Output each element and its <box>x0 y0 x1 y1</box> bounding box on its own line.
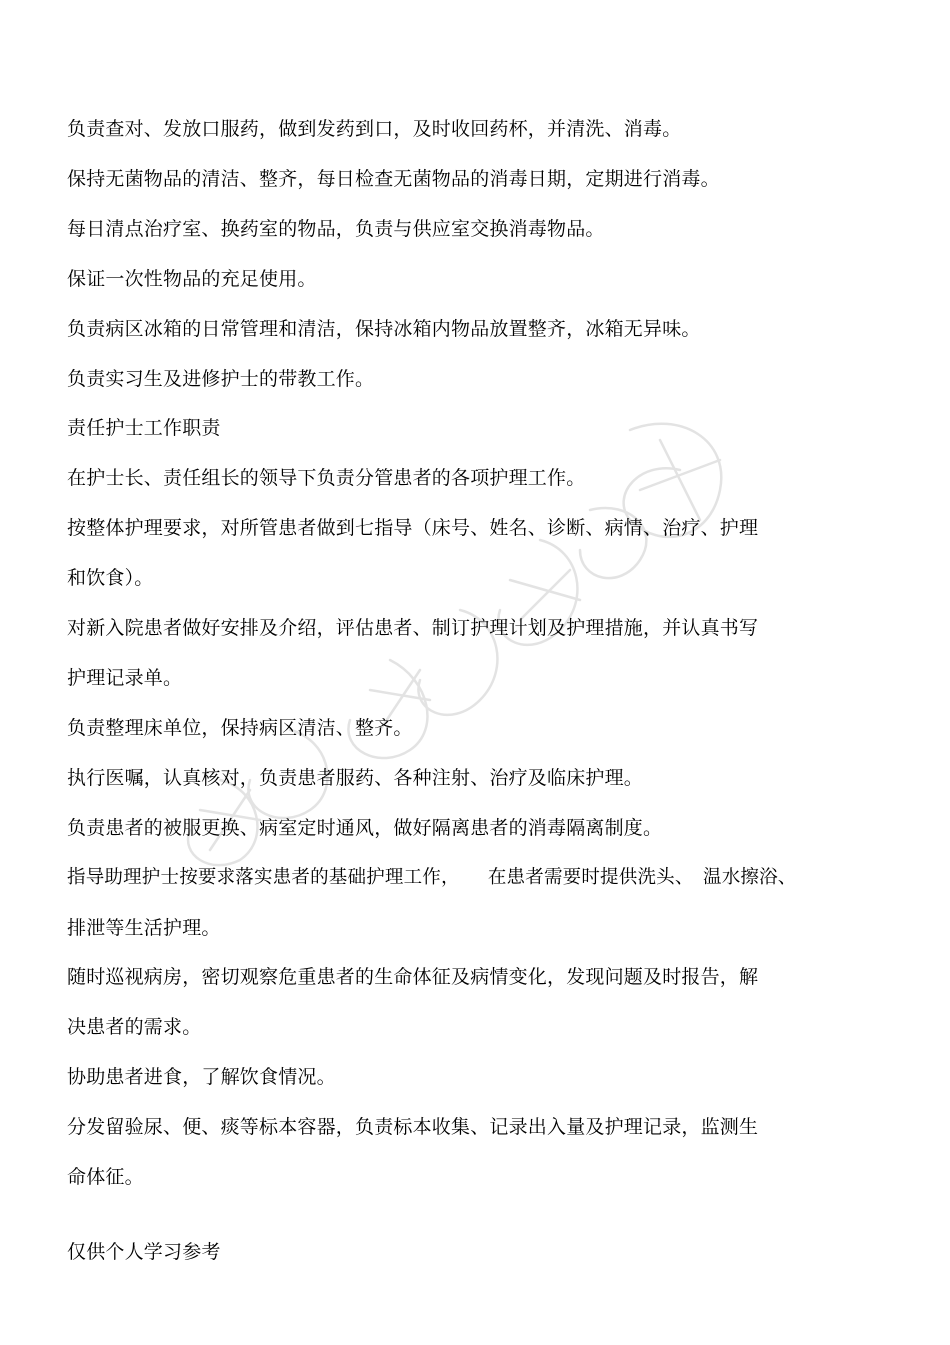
text-line-8: 在护士长、责任组长的领导下负责分管患者的各项护理工作。 <box>67 467 586 489</box>
text-line-22: 命体征。 <box>67 1166 144 1188</box>
text-line-4: 保证一次性物品的充足使用。 <box>67 268 317 290</box>
text-line-11: 对新入院患者做好安排及介绍，评估患者、制订护理计划及护理措施，并认真书写 <box>67 617 759 639</box>
text-line-15: 负责患者的被服更换、病室定时通风，做好隔离患者的消毒隔离制度。 <box>67 817 663 839</box>
text-line-13: 负责整理床单位，保持病区清洁、整齐。 <box>67 717 413 739</box>
text-line-18: 随时巡视病房，密切观察危重患者的生命体征及病情变化，发现问题及时报告，解 <box>67 966 759 988</box>
text-line-20: 协助患者进食，了解饮食情况。 <box>67 1066 336 1088</box>
footer-note: 仅供个人学习参考 <box>67 1241 221 1263</box>
section-heading: 责任护士工作职责 <box>67 417 221 439</box>
text-line-21: 分发留验尿、便、痰等标本容器，负责标本收集、记录出入量及护理记录，监测生 <box>67 1116 759 1138</box>
text-line-10: 和饮食）。 <box>67 567 154 589</box>
text-line-3: 每日清点治疗室、换药室的物品，负责与供应室交换消毒物品。 <box>67 218 605 240</box>
text-line-1: 负责查对、发放口服药，做到发药到口，及时收回药杯，并清洗、消毒。 <box>67 118 682 140</box>
text-line-2: 保持无菌物品的清洁、整齐，每日检查无菌物品的消毒日期，定期进行消毒。 <box>67 168 720 190</box>
text-line-5: 负责病区冰箱的日常管理和清洁，保持冰箱内物品放置整齐，冰箱无异味。 <box>67 318 701 340</box>
text-line-14: 执行医嘱，认真核对，负责患者服药、各种注射、治疗及临床护理。 <box>67 767 644 789</box>
text-line-12: 护理记录单。 <box>67 667 183 689</box>
text-line-17: 排泄等生活护理。 <box>67 917 221 939</box>
text-line-16: 指导助理护士按要求落实患者的基础护理工作， 在患者需要时提供洗头、 温水擦浴、 <box>67 867 797 888</box>
text-line-6: 负责实习生及进修护士的带教工作。 <box>67 368 375 390</box>
text-line-19: 决患者的需求。 <box>67 1016 202 1038</box>
text-line-9: 按整体护理要求，对所管患者做到七指导（床号、姓名、诊断、病情、治疗、护理 <box>67 517 759 539</box>
